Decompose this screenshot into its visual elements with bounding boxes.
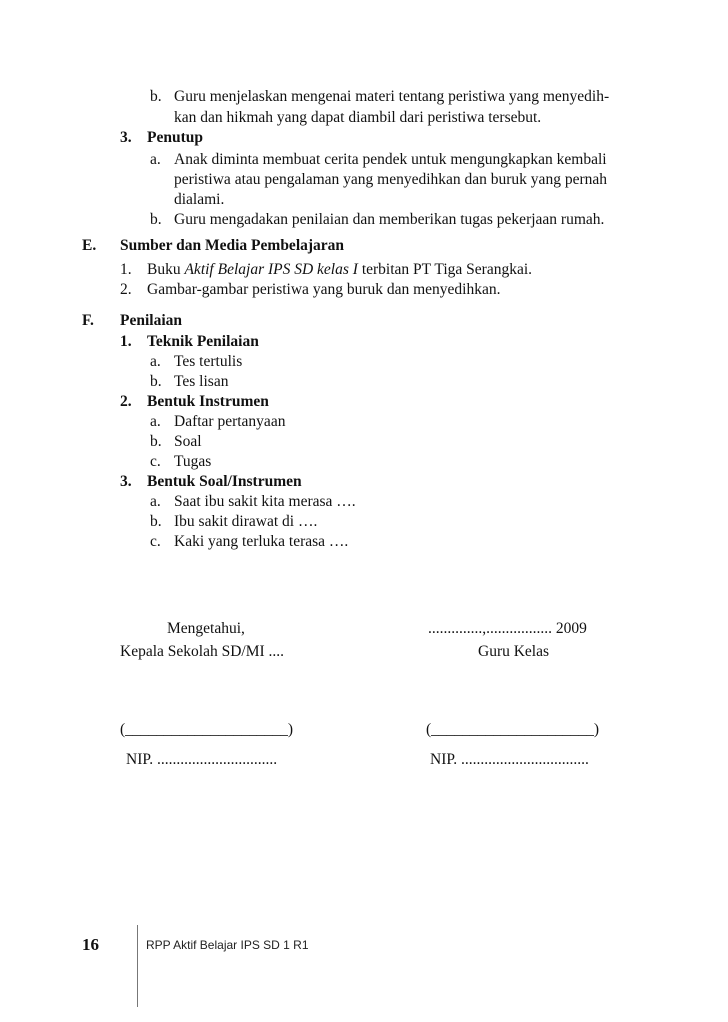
list-marker: b. xyxy=(150,433,162,450)
list-item-text: Soal xyxy=(174,433,202,450)
list-item-f2c xyxy=(150,452,211,472)
footer-book-title: RPP Aktif Belajar IPS SD 1 R1 xyxy=(146,938,309,952)
list-item-text: Tes lisan xyxy=(174,373,229,390)
list-item-a-anak-diminta xyxy=(150,150,607,170)
list-marker: 2. xyxy=(120,393,132,410)
list-item-f1a xyxy=(150,352,242,372)
list-item-text-suffix: terbitan PT Tiga Serangkai. xyxy=(357,261,533,278)
subheading-text: Bentuk Soal/Instrumen xyxy=(147,473,302,490)
page-number: 16 xyxy=(82,935,99,954)
signature-role-teacher: Guru Kelas xyxy=(478,643,550,660)
section-title: Penilaian xyxy=(120,312,183,329)
list-marker: 3. xyxy=(120,473,132,490)
subheading-text: Teknik Penilaian xyxy=(147,333,259,350)
subheading-text: Penutup xyxy=(147,129,203,146)
list-marker: c. xyxy=(150,453,161,470)
list-marker: a. xyxy=(150,413,161,430)
section-marker: E. xyxy=(82,237,97,254)
list-item-f2a xyxy=(150,412,285,432)
list-item-text: Tes tertulis xyxy=(174,353,243,370)
list-item-continuation: peristiwa atau pengalaman yang menyedihkan dan buruk yang pernah xyxy=(174,171,607,188)
list-marker: 1. xyxy=(120,261,132,278)
signature-blank-right: (_____________________) xyxy=(426,721,600,738)
list-item-text: Ibu sakit dirawat di …. xyxy=(174,513,318,530)
book-title-italic: Aktif Belajar IPS SD kelas I xyxy=(184,261,358,278)
list-item-text: Kaki yang terluka terasa …. xyxy=(174,533,349,550)
signature-blank-left: (_____________________) xyxy=(120,721,294,738)
list-item-b-guru-menjelaskan xyxy=(150,87,609,107)
nip-right: NIP. ................................. xyxy=(430,751,589,768)
list-marker: c. xyxy=(150,533,161,550)
list-item-text: Guru mengadakan penilaian dan memberikan tugas pekerjaan rumah. xyxy=(174,211,605,228)
footer-divider xyxy=(137,925,138,1007)
list-item-f1b xyxy=(150,372,228,392)
list-marker: 1. xyxy=(120,333,132,350)
list-marker: 3. xyxy=(120,129,132,146)
list-marker: a. xyxy=(150,151,161,168)
nip-left: NIP. ............................... xyxy=(126,751,278,768)
subheading-bentuk-instrumen xyxy=(120,392,269,412)
signature-date: ..............,................. 2009 xyxy=(428,620,587,637)
list-marker: 2. xyxy=(120,281,132,298)
list-item-f3c xyxy=(150,532,348,552)
subheading-teknik-penilaian xyxy=(120,332,259,352)
subheading-penutup xyxy=(120,128,203,148)
list-marker: b. xyxy=(150,211,162,228)
section-heading-f xyxy=(82,311,182,331)
list-item-continuation: dialami. xyxy=(174,191,225,208)
section-marker: F. xyxy=(82,312,94,329)
list-marker: b. xyxy=(150,513,162,530)
list-item-b-guru-penilaian xyxy=(150,210,604,230)
list-item-continuation: kan dan hikmah yang dapat diambil dari peristiwa tersebut. xyxy=(174,109,542,126)
signature-mengetahui: Mengetahui, xyxy=(167,620,245,637)
list-item-f3b xyxy=(150,512,317,532)
list-item-text: Gambar-gambar peristiwa yang buruk dan menyedihkan. xyxy=(147,281,501,298)
list-marker: a. xyxy=(150,493,161,510)
list-item-e2 xyxy=(120,280,501,300)
signature-role-headmaster: Kepala Sekolah SD/MI .... xyxy=(120,643,285,660)
list-item-text: Daftar pertanyaan xyxy=(174,413,286,430)
list-marker: b. xyxy=(150,373,162,390)
subheading-text: Bentuk Instrumen xyxy=(147,393,269,410)
section-title: Sumber dan Media Pembelajaran xyxy=(120,237,345,254)
section-heading-e xyxy=(82,236,344,256)
list-item-text: Anak diminta membuat cerita pendek untuk mengungkapkan kembali xyxy=(174,151,607,168)
list-marker: b. xyxy=(150,88,162,105)
list-item-e1 xyxy=(120,260,532,280)
subheading-bentuk-soal xyxy=(120,472,302,492)
list-item-text: Saat ibu sakit kita merasa …. xyxy=(174,493,356,510)
list-item-f2b xyxy=(150,432,202,452)
list-item-text-prefix: Buku xyxy=(147,261,185,278)
list-item-text: Tugas xyxy=(174,453,212,470)
list-item-f3a xyxy=(150,492,356,512)
list-item-text: Guru menjelaskan mengenai materi tentang peristiwa yang menyedih- xyxy=(174,88,610,105)
list-marker: a. xyxy=(150,353,161,370)
